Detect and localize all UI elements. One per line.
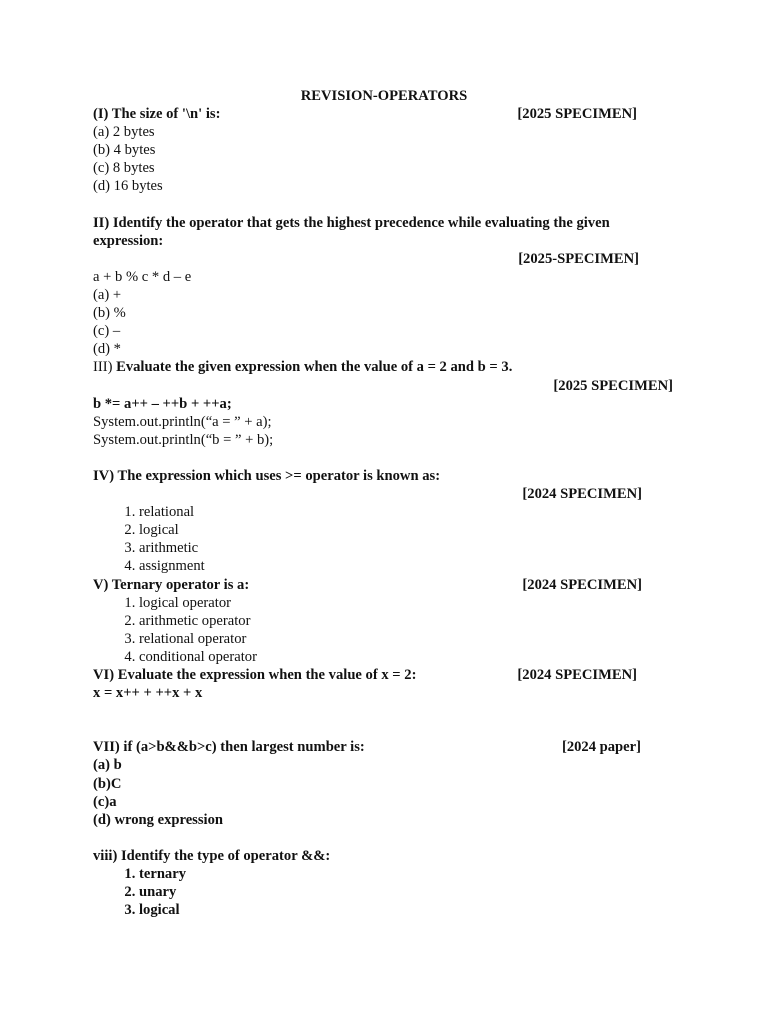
question-4-option: 4. assignment [139,557,643,575]
question-1-option: (b) 4 bytes [93,142,156,159]
question-7-option: (a) b [93,757,122,774]
question-5-text: V) Ternary operator is a: [93,576,250,593]
question-7-option: (b)C [93,775,122,792]
question-4-option: 2. logical [139,521,643,539]
question-2-option: (c) – [93,323,121,340]
question-3-text: Evaluate the given expression when the value of a = 2 and b = 3. [116,359,513,376]
question-3-code-line: System.out.println(“b = ” + b); [93,431,274,448]
question-2-option: (d) * [93,341,121,358]
question-2-text-line1: II) Identify the operator that gets the highest precedence while evaluating the given [93,214,610,231]
question-4-options [93,503,643,575]
question-1-option: (c) 8 bytes [93,160,155,177]
question-4-tag: [2024 SPECIMEN] [522,486,642,503]
question-5-option: 1. logical operator [139,594,643,612]
question-1-option: (a) 2 bytes [93,124,155,141]
question-2-option: (a) + [93,287,122,304]
question-5-option: 4. conditional operator [139,648,643,666]
question-2-expression: a + b % c * d – e [93,268,192,285]
question-4-text: IV) The expression which uses >= operator is known as: [93,467,441,484]
question-8-options [93,865,643,919]
question-3-code-bold: b *= a++ – ++b + ++a; [93,395,232,412]
question-8-option: 2. unary [139,883,643,901]
question-3-number: III) [93,359,113,376]
question-6-tag: [2024 SPECIMEN] [517,667,637,683]
question-6-header [93,666,637,684]
question-7-option: (c)a [93,793,117,810]
question-2-option: (b) % [93,305,126,322]
question-5-option: 2. arithmetic operator [139,612,643,630]
question-1-tag: [2025 SPECIMEN] [517,106,637,123]
question-3-tag: [2025 SPECIMEN] [553,377,673,394]
question-4-option: 1. relational [139,503,643,521]
question-1-text: (I) The size of '\n' is: [93,106,221,123]
question-3-header [93,358,643,376]
question-1-header [93,105,637,123]
question-7-header [93,738,641,756]
question-6-text: VI) Evaluate the expression when the value of x = 2: [93,667,417,683]
question-1-option: (d) 16 bytes [93,178,163,195]
worksheet [93,87,673,919]
question-2-tag: [2025-SPECIMEN] [518,250,639,267]
question-7-text: VII) if (a>b&&b>c) then largest number is: [93,739,365,756]
question-5-option: 3. relational operator [139,630,643,648]
question-5-tag: [2024 SPECIMEN] [522,576,642,593]
page-title: REVISION-OPERATORS [300,88,468,104]
question-8-text: viii) Identify the type of operator &&: [93,847,331,864]
question-6-expression: x = x++ + ++x + x [93,685,203,702]
question-8-option: 1. ternary [139,865,643,883]
question-4-option: 3. arithmetic [139,539,643,557]
question-8-option: 3. logical [139,901,643,919]
question-5-header [93,576,642,594]
question-7-option: (d) wrong expression [93,811,224,828]
question-3-code-line: System.out.println(“a = ” + a); [93,413,272,430]
question-2-text-line2: expression: [93,232,164,249]
question-5-options [93,594,643,666]
question-7-tag: [2024 paper] [561,739,641,756]
